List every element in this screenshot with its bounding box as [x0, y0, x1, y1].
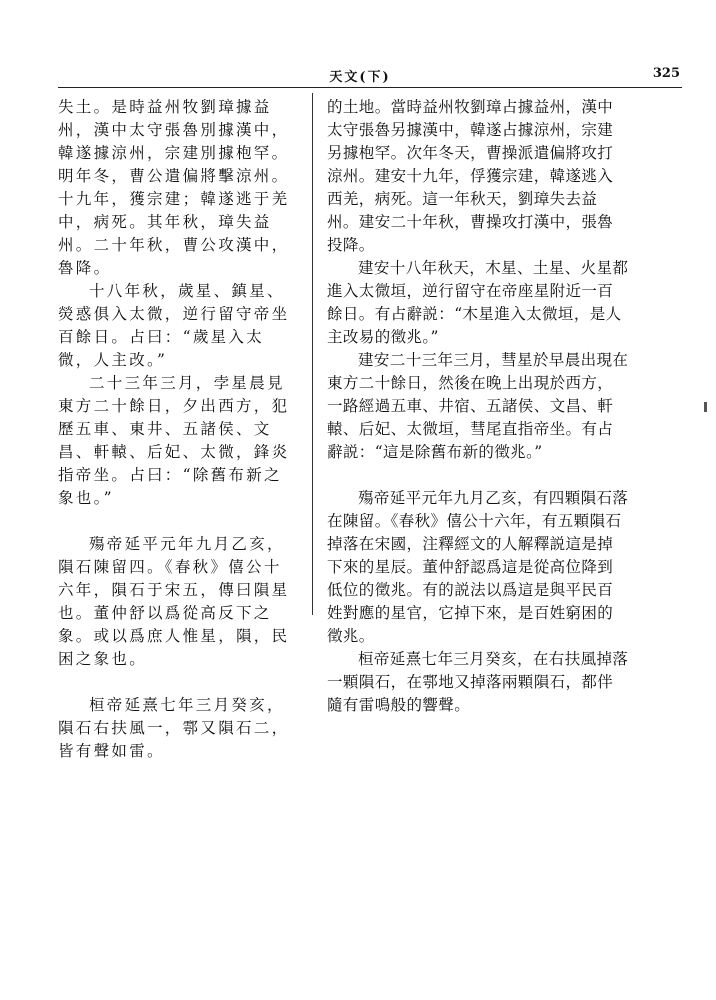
right-paragraph: 殤帝延平元年九月乙亥，有四顆隕石落在陳留。《春秋》僖公十六年，有五顆隕石掉落在宋國，注釋經文的人解釋説這是掉下來的星辰。董仲舒認爲這是從高位降到低位的徵兆。有的説法以爲這是與平民百姓對應的星官，它掉下來，是百姓窮困的徵兆。	[327, 489, 629, 645]
left-paragraph: 殤帝延平元年九月乙亥，隕石陳留四。《春秋》僖公十六年，隕石于宋五，傳曰隕星也。董仲舒以爲從高反下之象。或以爲庶人惟星，隕，民困之象也。	[58, 535, 290, 668]
right-paragraph: 建安十八年秋天，木星、土星、火星都進入太微垣，逆行留守在帝座星附近一百餘日。有占辭説：“木星進入太微垣，是人主改易的徵兆。”	[327, 259, 629, 346]
running-header-title: 天文(下)	[329, 70, 391, 85]
right-paragraph: 桓帝延熹七年三月癸亥，在右扶風掉落一顆隕石，在鄠地又掉落兩顆隕石，都伴隨有雷鳴般的響聲。	[327, 650, 629, 714]
header-rule	[58, 87, 682, 88]
scan-mark	[704, 402, 707, 412]
page-number: 325	[652, 66, 680, 81]
left-column-original-text	[58, 96, 298, 763]
right-column-translation	[327, 96, 629, 717]
left-paragraph: 二十三年三月，孛星晨見東方二十餘日，夕出西方，犯歷五車、東井、五諸侯、文昌、軒轅、后妃、太微，鋒炎指帝坐。占曰：“除舊布新之象也。”	[58, 374, 290, 507]
left-paragraph: 失土。是時益州牧劉璋據益州，漢中太守張魯別據漢中，韓遂據涼州，宗建別據枹罕。明年冬，曹公遣偏將擊涼州。十九年，獲宗建；韓遂逃于羌中，病死。其年秋，璋失益州。二十年秋，曹公攻漢中，魯降。	[58, 98, 290, 277]
left-paragraph: 十八年秋，歲星、鎮星、熒惑俱入太微，逆行留守帝坐百餘日。占曰：“歲星入太微，人主改。”	[58, 282, 290, 369]
right-paragraph: 建安二十三年三月，彗星於早晨出現在東方二十餘日，然後在晚上出現於西方，一路經過五車、井宿、五諸侯、文昌、軒轅、后妃、太微垣，彗尾直指帝坐。有占辭説：“這是除舊布新的徵兆。”	[327, 351, 629, 461]
column-divider	[312, 93, 313, 615]
right-paragraph: 的土地。當時益州牧劉璋占據益州，漢中太守張魯另據漢中，韓遂占據涼州，宗建另據枹罕。次年冬天，曹操派遣偏將攻打涼州。建安十九年，俘獲宗建，韓遂逃入西羌，病死。這一年秋天，劉璋失去益州。建安二十年秋，曹操攻打漢中，張魯投降。	[327, 98, 614, 254]
left-paragraph: 桓帝延熹七年三月癸亥，隕石右扶風一，鄠又隕石二，皆有聲如雷。	[58, 696, 290, 760]
